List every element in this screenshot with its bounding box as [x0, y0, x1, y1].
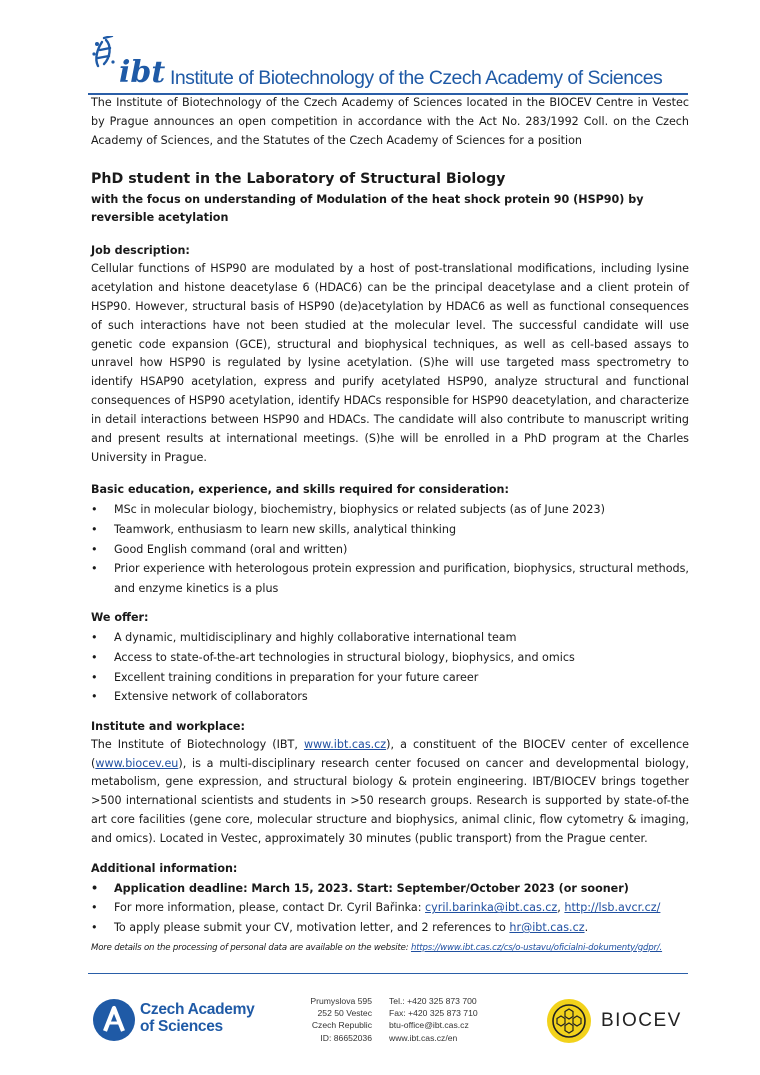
address-line: Czech Republic: [311, 1020, 372, 1031]
address-line: 252 50 Vestec: [317, 1008, 372, 1019]
list-item: [91, 648, 689, 668]
bullet-icon: •: [91, 523, 98, 536]
address-line: ID: 86652036: [320, 1032, 372, 1043]
list-item: [91, 918, 689, 938]
czech-academy-wordmark: [140, 1001, 254, 1035]
institute-text: The Institute of Biotechnology (IBT,: [91, 737, 304, 751]
biocev-website-link[interactable]: www.biocev.eu: [95, 756, 179, 770]
apply-text: To apply please submit your CV, motivation letter, and 2 references to: [114, 921, 510, 934]
bullet-icon: •: [91, 881, 99, 895]
intro-paragraph: The Institute of Biotechnology of the Czech Academy of Sciences located in the BIOCEV Centre in Vestec by Prague announces an open competition in accordance with the Act No. 283/1992 Coll. on the Czech Academy of Sciences, and the Statutes of the Czech Academy of Sciences for a position: [91, 96, 689, 147]
institute-text: ), is a multi-disciplinary research center focused on cancer and developmental biology, metabolism, gene expression, and structural biology & protein engineering. IBT/BIOCEV brings together >500 international scientists and students in >50 research groups. Research is supported by state-of-the art core facilities (gene core, molecular structure and biophysics, animal clinic, flow cytometry & imaging, and omics). Located in Vestec, approximately 30 minutes (public transport) from the Prague center.: [91, 756, 689, 845]
requirements-heading: Basic education, experience, and skills required for consideration:: [91, 483, 509, 497]
list-item-text: Teamwork, enthusiasm to learn new skills, analytical thinking: [114, 523, 457, 536]
footer-divider: [88, 973, 688, 974]
footer-contact: [389, 995, 478, 1044]
position-subtitle: with the focus on understanding of Modulation of the heat shock protein 90 (HSP90) by reversible acetylation: [91, 192, 644, 225]
additional-info-heading: Additional information:: [91, 861, 238, 875]
bullet-icon: •: [91, 562, 98, 576]
contact-email-link[interactable]: cyril.barinka@ibt.cas.cz: [425, 901, 558, 915]
contact-line: btu-office@ibt.cas.cz: [389, 1020, 469, 1031]
bullet-icon: •: [91, 690, 98, 704]
cas-line-1: Czech Academy: [140, 1001, 255, 1018]
bullet-icon: •: [91, 670, 98, 684]
list-item-text: Access to state-of-the-art technologies in structural biology, biophysics, and omics: [114, 650, 575, 664]
position-title: PhD student in the Laboratory of Structural Biology: [91, 170, 506, 187]
list-item: [91, 668, 689, 688]
list-item: [91, 628, 689, 648]
main-content: [91, 93, 689, 955]
separator-text: ,: [557, 901, 565, 915]
page-header: [88, 36, 688, 92]
institute-heading: Institute and workplace:: [91, 719, 245, 733]
list-item: [91, 687, 689, 707]
offer-heading: We offer:: [91, 611, 149, 625]
offer-list: [91, 628, 689, 706]
bullet-icon: •: [91, 901, 98, 915]
cas-line-2: of Sciences: [140, 1018, 223, 1035]
contact-line: Tel.: +420 325 873 700: [389, 996, 477, 1006]
biocev-wordmark: BIOCEV: [601, 1010, 682, 1031]
list-item-text: Excellent training conditions in preparation for your future career: [114, 670, 479, 684]
list-item-text: MSc in molecular biology, biochemistry, biophysics or related subjects (as of June 2023): [114, 503, 605, 517]
biocev-logo-icon: [546, 998, 592, 1044]
gdpr-note: [91, 941, 689, 955]
bullet-icon: •: [91, 503, 98, 517]
hr-email-link[interactable]: hr@ibt.cas.cz: [509, 921, 585, 934]
bullet-icon: •: [91, 921, 98, 934]
deadline-text: Application deadline: March 15, 2023. Start: September/October 2023 (or sooner): [114, 881, 629, 895]
gdpr-link[interactable]: https://www.ibt.cas.cz/cs/o-ustavu/oficialni-dokumenty/gdpr/.: [410, 942, 663, 953]
apply-suffix: .: [584, 921, 589, 934]
footer-address: [300, 995, 372, 1044]
address-line: Prumyslova 595: [310, 996, 372, 1006]
list-item-text: A dynamic, multidisciplinary and highly collaborative international team: [114, 631, 517, 645]
institute-text: ), a constituent of the BIOCEV center of excellence (: [91, 737, 690, 770]
list-item: [91, 898, 689, 918]
list-item: [91, 520, 689, 540]
ibt-logo: [88, 36, 172, 88]
bullet-icon: •: [91, 650, 98, 664]
requirements-list: [91, 500, 689, 598]
institute-title: Institute of Biotechnology of the Czech Academy of Sciences: [170, 67, 663, 89]
svg-text:ibt: ibt: [119, 55, 166, 88]
list-item: [91, 500, 689, 520]
list-item-text: Good English command (oral and written): [114, 542, 348, 556]
job-description-text: Cellular functions of HSP90 are modulated by a host of post-translational modifications, including lysine acetylation and histone deacetylase 6 (HDAC6) can be the principal deacetylase and a client protein of HSP90. However, structural basis of HSP90 (de)acetylation by HDAC6 as well as functional consequences of such interactions have not been studied at the molecular level. The successful candidate will use genetic code expansion (GCE), structural and biophysical techniques, as well as cell-based assays to unravel how HSP90 is regulated by lysine acetylation. (S)he will use targeted mass spectrometry to identify HSAP90 acetylation, express and purify acetylated HSP90, analyze structural and functional consequences of HSP90 acetylation, identify HDACs responsible for HSP90 deacetylation, and characterize in detail interactions between HSP90 and HDACs. The candidate will also contribute to manuscript writing and present results at international meetings. (S)he will be enrolled in a PhD program at the Charles University in Prague.: [91, 262, 689, 464]
bullet-icon: •: [91, 542, 98, 556]
list-item-text: Prior experience with heterologous protein expression and purification, biophysics, structural methods, and enzyme kinetics is a plus: [114, 562, 689, 595]
list-item: [91, 879, 689, 899]
contact-text: For more information, please, contact Dr. Cyril Bařinka:: [114, 901, 426, 915]
ibt-website-link[interactable]: www.ibt.cas.cz: [303, 737, 387, 751]
bullet-icon: •: [91, 631, 98, 645]
job-description-heading: Job description:: [91, 244, 190, 258]
list-item: [91, 559, 689, 598]
list-item-text: Extensive network of collaborators: [114, 690, 308, 704]
lab-website-link[interactable]: http://lsb.avcr.cz/: [564, 901, 661, 915]
list-item: [91, 540, 689, 560]
additional-info-list: [91, 879, 689, 938]
czech-academy-logo-icon: [92, 998, 136, 1042]
institute-paragraph: [91, 736, 689, 849]
contact-line: www.ibt.cas.cz/en: [389, 1032, 458, 1043]
contact-line: Fax: +420 325 873 710: [389, 1008, 478, 1019]
gdpr-note-text: More details on the processing of personal data are available on the website:: [91, 942, 411, 953]
